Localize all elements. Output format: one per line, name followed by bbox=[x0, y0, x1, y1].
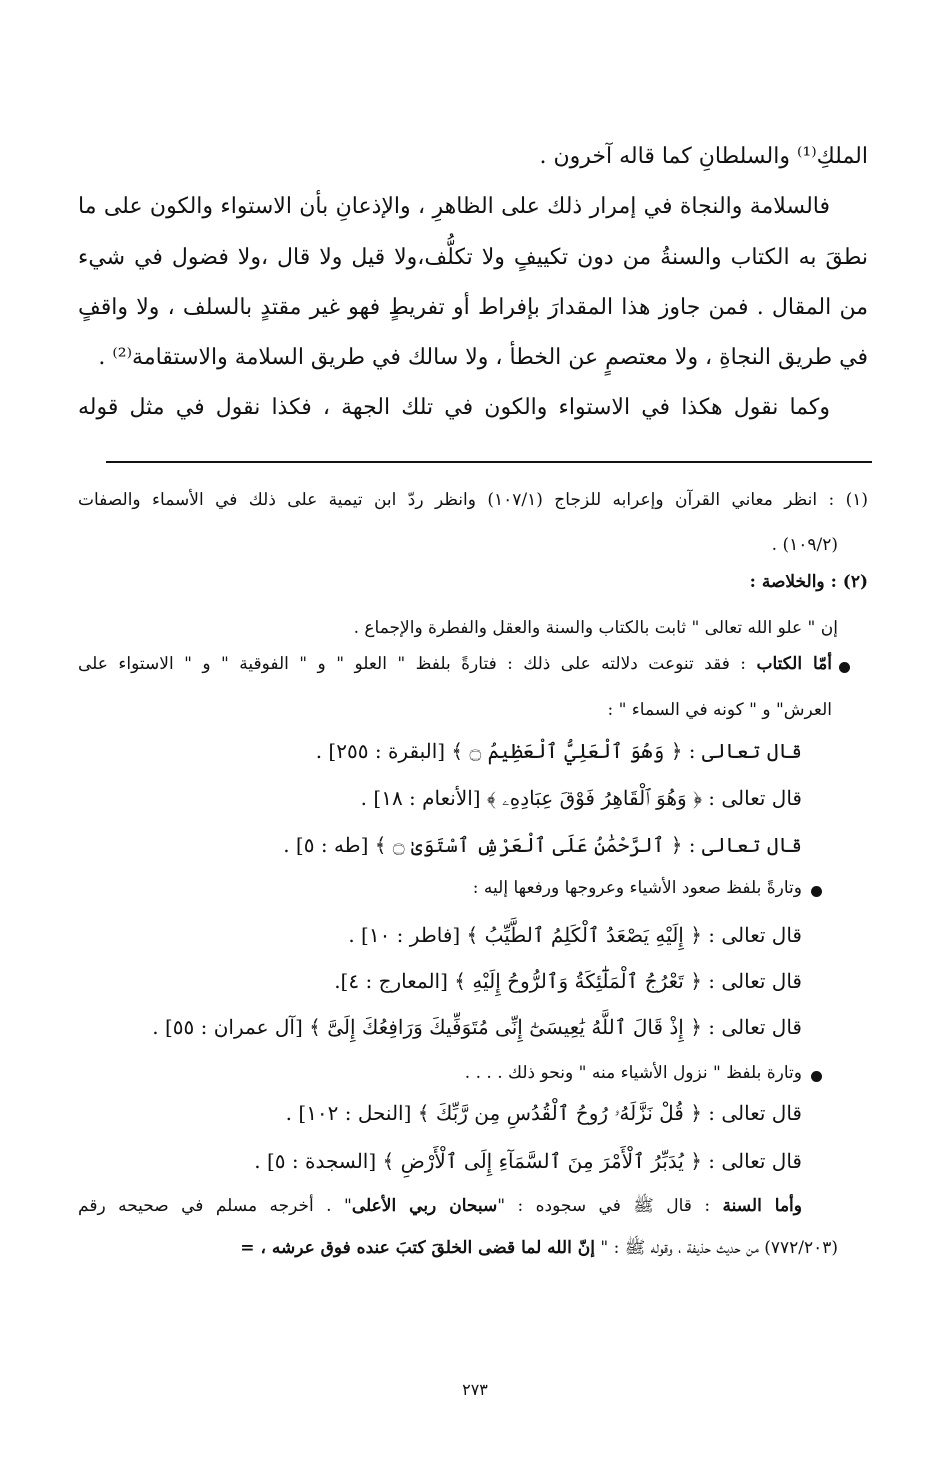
bullet-3-text: وتارة بلفظ " نزول الأشياء منه " ونحو ذلك . . . . bbox=[464, 1063, 802, 1083]
main-line-3: نطقَ به الكتاب والسنةُ من دون تكييفٍ ولا تكلُّف،ولا قيل ولا قال ،ولا فضول في شيء bbox=[78, 245, 868, 270]
footnote-separator bbox=[106, 461, 872, 463]
verse-2: قال تعالى : ﴿ وَهُوَ ٱلْقَاهِرُ فَوْقَ عِبَادِهِۦ ﴾ [الأنعام : ١٨] . bbox=[360, 786, 802, 810]
main-line-6: وكما نقول هكذا في الاستواء والكون في تلك الجهة ، فكذا نقول في مثل قوله bbox=[78, 395, 830, 420]
kitab-text: : فقد تنوعت دلالته على ذلك : فتارةً بلفظ " العلو " و " الفوقية " و " الاستواء على bbox=[78, 654, 746, 674]
main-line-5: في طريق النجاةِ ، ولا معتصمٍ عن الخطأ ، ولا سالك في طريق السلامة والاستقامة⁽²⁾ . bbox=[98, 345, 868, 370]
main-line-4: من المقال . فمن جاوز هذا المقدارَ بإفراط أو تفريطٍ فهو غير مقتدٍ بالسلف ، ولا واقفٍ bbox=[78, 295, 868, 320]
page-number: ٢٧٣ bbox=[462, 1380, 488, 1399]
main-line-1: الملكِ⁽¹⁾ والسلطانِ كما قاله آخرون . bbox=[539, 144, 868, 169]
kitab-line-2: العرش" و " كونه في السماء " : bbox=[607, 700, 832, 720]
verse-5: قال تعالى : ﴿ تَعْرُجُ ٱلْمَلَٰٓئِكَةُ وَٱلرُّوحُ إِلَيْهِ ﴾ [المعارج : ٤]. bbox=[334, 969, 802, 993]
verse-4: قال تعالى : ﴿ إِلَيْهِ يَصْعَدُ ٱلْكَلِمُ ٱلطَّيِّبُ ﴾ [فاطر : ١٠] . bbox=[348, 923, 802, 947]
bullet-icon bbox=[811, 886, 822, 897]
sunna-label: وأما السنة bbox=[722, 1196, 802, 1216]
verse-8: قال تعالى : ﴿ يُدَبِّرُ ٱلْأَمْرَ مِنَ ٱلسَّمَآءِ إِلَى ٱلْأَرْضِ ﴾ [السجدة : ٥] . bbox=[254, 1149, 802, 1173]
verse-7: قال تعالى : ﴿ قُلْ نَزَّلَهُۥ رُوحُ ٱلْقُدُسِ مِن رَّبِّكَ ﴾ [النحل : ١٠٢] . bbox=[285, 1101, 802, 1125]
last-line bbox=[78, 1240, 838, 1257]
sunna-text-c: " . أخرجه مسلم في صحيحه رقم bbox=[78, 1196, 352, 1216]
bullet-icon bbox=[811, 1071, 822, 1082]
last-text-a: (٧٧٢/٢٠٣) من حديث حذيفة ، وقوله ﷺ : " bbox=[600, 1238, 838, 1258]
footnote-1-line-2: (١٠٩/٢) . bbox=[771, 535, 838, 555]
verse-3: قال تعالى : ﴿ ٱلرَّحْمَٰنُ عَلَى ٱلْعَرْشِ ٱسْتَوَىٰ ۝ ﴾ [طه : ٥] . bbox=[283, 833, 802, 857]
kitab-label: أمّا الكتاب bbox=[756, 654, 832, 674]
sunna-hadith: سبحان ربي الأعلى bbox=[351, 1196, 498, 1216]
sunna-text-a: : قال ﷺ في سجوده : " bbox=[497, 1196, 711, 1216]
footnote-2-title: (٢) : والخلاصة : bbox=[749, 572, 868, 592]
kitab-line-1 bbox=[78, 656, 832, 673]
sunna-line bbox=[78, 1198, 802, 1215]
last-hadith: إنّ الله لما قضى الخلقَ كتبَ عنده فوق عرشه ، = bbox=[240, 1238, 595, 1258]
bullet-icon bbox=[839, 662, 850, 673]
main-line-2: فالسلامة والنجاة في إمرار ذلك على الظاهرِ ، والإذعانِ بأن الاستواء والكون على ما bbox=[78, 194, 830, 219]
verse-1: قال تعالى : ﴿ وَهُوَ ٱلْعَلِيُّ ٱلْعَظِيمُ ۝ ﴾ [البقرة : ٢٥٥] . bbox=[315, 739, 802, 763]
bullet-2-text: وتارةً بلفظ صعود الأشياء وعروجها ورفعها إليه : bbox=[472, 878, 802, 898]
verse-6: قال تعالى : ﴿ إِذْ قَالَ ٱللَّهُ يَٰعِيسَىٰٓ إِنِّى مُتَوَفِّيكَ وَرَافِعُكَ إِلَىَّ ﴾ [آل عمران : ٥٥] . bbox=[152, 1015, 802, 1039]
footnote-2-intro: إن " علو الله تعالى " ثابت بالكتاب والسنة والعقل والفطرة والإجماع . bbox=[353, 618, 838, 638]
footnote-1-line-1: (١) : انظر معاني القرآن وإعرابه للزجاج (١٠٧/١) وانظر ردّ ابن تيمية على ذلك في الأسماء والصفات bbox=[78, 490, 869, 510]
